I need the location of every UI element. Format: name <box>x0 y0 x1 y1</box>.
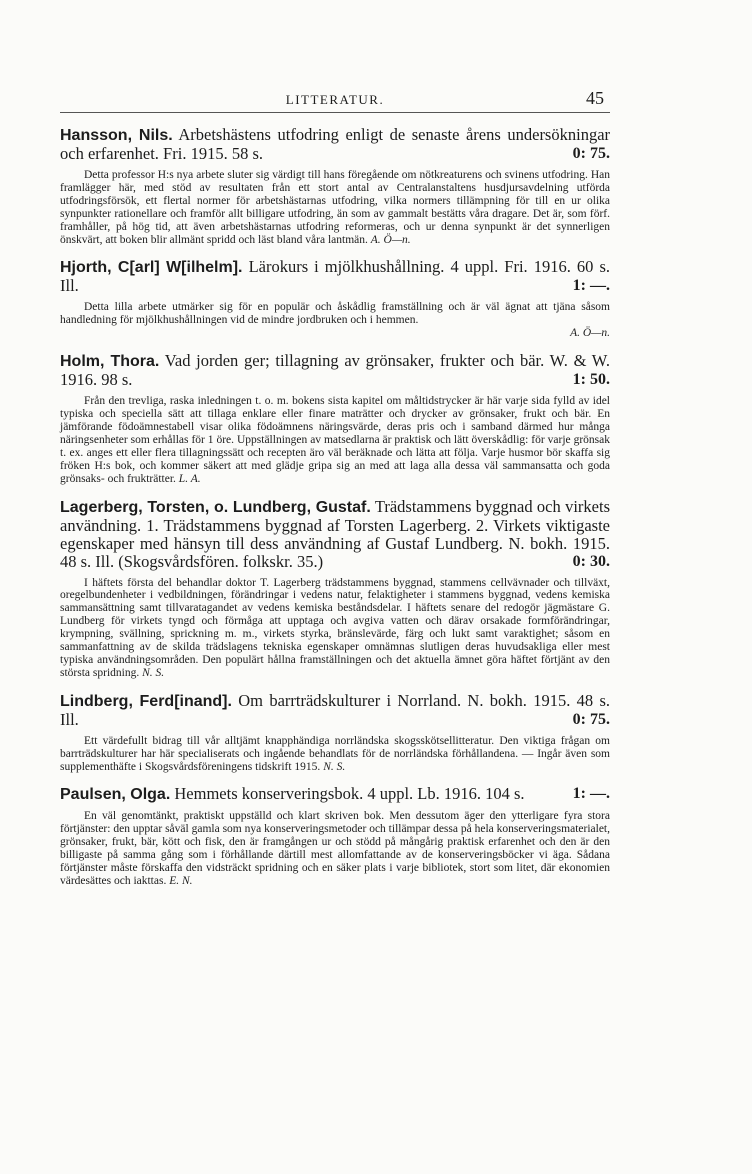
entry-author: Hansson, Nils. <box>60 127 173 144</box>
entry-review <box>60 735 610 774</box>
review-signature: L. A. <box>178 472 201 485</box>
entry-heading <box>60 785 610 804</box>
review-text: En väl genomtänkt, praktiskt uppställd och klart skriven bok. Men dessutom äger den ytterligare fyra stora förtjänster: den upptar såväl gamla som nya konserveringsmetoder och tillämpar dessa på hela konserveringsmaterialet, grönsaker, frukt, bär, kött och fisk, den är framgången ur och stödd på mångårig praktisk erfarenhet och den är den billigaste på samma gång som i förhållande därtill mest allomfattande av de konserveringsböcker vi äga. Sådana förtjänster måste förskaffa den vidsträckt spridning och en säker plats i varje bibliotek, stort som litet, där ekonomien värdesättes och iakttas. <box>60 810 610 887</box>
entry-title: Om barrträdskulturer i Norrland. N. bokh. 1915. 48 s. Ill. <box>60 690 610 729</box>
review-text: Detta lilla arbete utmärker sig för en populär och åskådlig framställning och är väl ägnat att tjäna såsom handledning för mjölkhushållningen vid de mindre jordbruken och i hemmen. <box>60 301 610 327</box>
review-entry <box>60 258 610 340</box>
entry-title: Arbetshästens utfodring enligt de senaste årens undersökningar och erfarenhet. Fri. 1915. 58 s. <box>60 125 611 163</box>
entry-author: Lindberg, Ferd[inand]. <box>60 692 232 710</box>
entry-heading <box>60 258 610 295</box>
review-text: Ett värdefullt bidrag till vår alltjämt knapphändiga norrländska skogsskötsellitteratur. Den viktiga frågan om barrträdskulturer har här specialiserats och ingående behandlats för de norrländska förhållandena. — Ingår även som supplementhäfte i Skogsvårdsföreningens tidskrift 1915. <box>60 734 610 773</box>
entry-title: Trädstammens byggnad och virkets användning. 1. Trädstammens byggnad af Torsten Lagerberg. 2. Virkets viktigaste egenskaper med hänsyn till dess användning af Gustaf Lundberg. N. bokh. 1915. 48 s. Ill. (Skogsvårdsfören. folkskr. 35.) <box>60 496 610 571</box>
entry-heading <box>60 692 610 729</box>
entry-review <box>60 169 610 246</box>
entry-title: Hemmets konserveringsbok. 4 uppl. Lb. 1916. 104 s. <box>170 784 525 804</box>
entry-review <box>60 301 610 327</box>
review-signature: A. Ö—n. <box>570 327 610 340</box>
entry-review <box>60 577 610 680</box>
review-entry <box>60 692 610 774</box>
review-text: I häftets första del behandlar doktor T. Lagerberg trädstammens byggnad, stammens cellvävnader och tillväxt, oregelbundenheter i vedbildningen, förändringar i vedens natur, felaktigheter i stammens byggnad, vedens kemiska sammansättning samt tillvaratagandet av vedens kemiska beståndsdelar. I häftets senare del redogör jägmästare G. Lundberg för virkets tyngd och förmåga att upptaga och avgiva vatten och därav orsakade formförändringar, krympning, svällning, sprickning m. m., virkets styrka, bränslevärde, färg och lukt samt varaktighet; såsom en sammanfattning av de skilda trädslagens tekniska egenskaper omnämnas slutligen deras huvudsakliga eller mest typiska användningsområden. Den populärt hållna framställningen och det aktuella ämnet göra häftet förtjänt av den största spridning. <box>60 576 610 679</box>
entry-heading <box>60 126 610 163</box>
review-signature: E. N. <box>169 875 193 887</box>
review-signature: A. Ö—n. <box>370 233 411 246</box>
entry-author: Paulsen, Olga. <box>60 786 171 804</box>
entry-author: Hjorth, C[arl] W[ilhelm]. <box>60 259 243 277</box>
entry-price: 1: —. <box>572 277 610 295</box>
review-entry <box>60 352 610 485</box>
running-title: LITTERATUR. <box>285 92 385 107</box>
entry-title: Lärokurs i mjölkhushållning. 4 uppl. Fri. 1916. 60 s. Ill. <box>60 257 610 296</box>
entry-title: Vad jorden ger; tillagning av grönsaker, frukter och bär. W. & W. 1916. 98 s. <box>60 351 610 390</box>
entry-price: 1: —. <box>572 785 610 803</box>
entry-price: 0: 75. <box>572 145 610 162</box>
entry-price: 1: 50. <box>572 371 610 389</box>
entry-price: 0: 75. <box>572 710 610 728</box>
review-text: Detta professor H:s nya arbete sluter sig värdigt till hans föregående om nötkreaturens och svinens utfodring. Han framlägger här, med stöd av resultaten från ett stort antal av Centralanstaltens husdjursavdelning utförda utfodringsförsök, ett flertal normer för arbetshästarnas utfodring, vilka normers tillämpning för till en ur olika synpunkter rationellare och framför allt billigare utfodring, än som av gammalt bestätts våra dragare. Det är, som förf. framhåller, på hög tid, att även arbetshästarnas utfodring reformeras, och ur denna synpunkt är det synnerligen önskvärt, att boken blir allmänt spridd och läst bland våra lantmän. <box>60 169 610 246</box>
entry-author: Lagerberg, Torsten, o. Lundberg, Gustaf. <box>60 498 371 516</box>
page-number: 45 <box>586 88 604 108</box>
review-entry <box>60 785 610 887</box>
entry-price: 0: 30. <box>572 552 610 570</box>
entry-review <box>60 395 610 485</box>
review-signature: N. S. <box>323 760 346 773</box>
entry-heading <box>60 352 610 389</box>
review-entry <box>60 498 610 680</box>
entry-heading <box>60 498 610 571</box>
page-header <box>60 88 610 113</box>
review-list <box>60 126 610 900</box>
entry-author: Holm, Thora. <box>60 353 160 371</box>
review-entry <box>60 126 610 246</box>
review-text: Från den trevliga, raska inledningen t. o. m. bokens sista kapitel om måltidstrycker är här varje sida fylld av idel typiska och speciella sätt att tillaga enklare eller finare maträtter och drycker av grönsaker, frukt och bär. En jämförande födoämnestabell visar olika födoämnens näringsvärde, deras pris och i samband därmed hur många näringsenheter som erhållas för 1 öre. Uppställningen av matsedlarna är praktisk och lätt överskådlig: för varje grönsak t. ex. anges ett eller flera tillagningssätt och recepten äro väl beräknade och lätta att följa. Varje husmor bör skaffa sig fröken H:s bok, och kommer säkert att med glädje gripa sig an med att laga alla dessa väl sammansatta och goda grönsaks- och frukträtter. <box>60 395 610 485</box>
review-signature: N. S. <box>142 666 165 679</box>
entry-review <box>60 810 610 887</box>
